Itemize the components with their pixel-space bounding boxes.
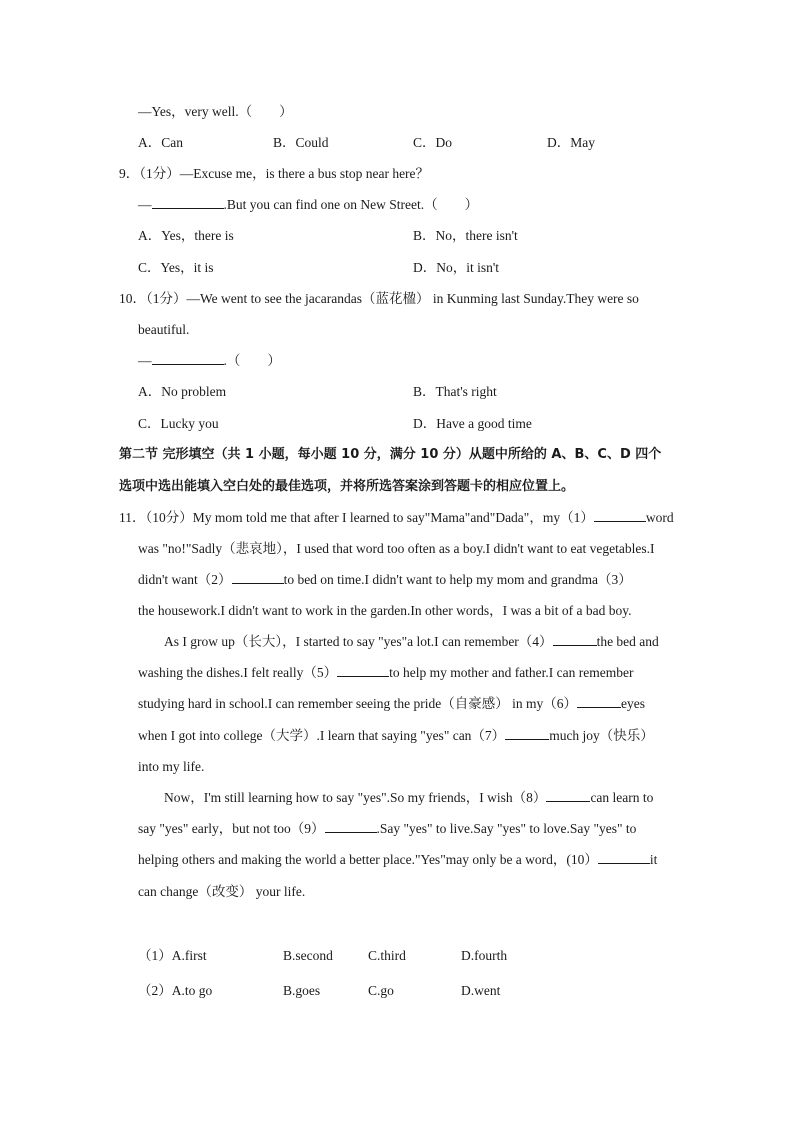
cloze-blank-7 <box>505 727 549 740</box>
passage-text: eyes <box>621 696 646 711</box>
choice-2-b: B.goes <box>283 983 321 998</box>
q9-option-d: D．No，it isn't <box>413 260 500 275</box>
cloze-blank-10 <box>598 851 650 864</box>
passage-text: to help my mother and father.I can remember <box>389 665 634 680</box>
passage-text: can learn to <box>590 790 654 805</box>
q9-blank <box>152 196 224 209</box>
q10-option-d: D．Have a good time <box>413 416 532 431</box>
passage-line-7 <box>138 695 645 713</box>
passage-text: helping others and making the world a better place."Yes"may only be a word，(10） <box>138 852 598 867</box>
choice-2-a: （2）A.to go <box>138 983 213 998</box>
q9-option-b: B．No，there isn't <box>413 228 518 243</box>
passage-text: much joy（快乐） <box>549 728 654 743</box>
q9-answer-suffix: .But you can find one on New Street.（ ） <box>223 197 479 212</box>
choice-1-b: B.second <box>283 948 333 963</box>
q10-blank <box>152 352 224 365</box>
cloze-blank-2 <box>232 571 284 584</box>
cloze-blank-8 <box>546 789 590 802</box>
q10-answer-prefix: — <box>138 353 152 368</box>
passage-text: Now，I'm still learning how to say "yes".So my friends，I wish（8） <box>164 790 547 805</box>
cloze-blank-5 <box>337 664 389 677</box>
passage-line-2: was "no!"Sadly（悲哀地），I used that word too often as a boy.I didn't want to eat vegetables.I <box>138 541 655 556</box>
q9-option-c: C．Yes，it is <box>138 260 214 275</box>
q10-option-a: A．No problem <box>138 384 227 399</box>
passage-text: it <box>649 852 658 867</box>
passage-text: washing the dishes.I felt really（5） <box>138 665 338 680</box>
q10-question-cont: beautiful. <box>138 322 190 337</box>
section-heading-line1: 第二节 完形填空（共 1 小题，每小题 10 分，满分 10 分）从题中所给的 A、B、C、D 四个 <box>119 447 662 462</box>
cloze-blank-9 <box>325 820 377 833</box>
passage-text: when I got into college（大学）.I learn that saying "yes" can（7） <box>138 728 506 743</box>
passage-line-6 <box>138 664 634 682</box>
passage-text: studying hard in school.I can remember seeing the pride（自豪感） in my（6） <box>138 696 578 711</box>
passage-text: to bed on time.I didn't want to help my mom and grandma（3） <box>283 572 632 587</box>
q8-answer-line: —Yes，very well.（ ） <box>138 104 293 119</box>
choice-2-c: C.go <box>368 983 394 998</box>
q10-option-c: C．Lucky you <box>138 416 219 431</box>
q8-option-b: B．Could <box>273 135 329 150</box>
q9-answer-line <box>138 196 478 214</box>
q8-option-a: A．Can <box>138 135 183 150</box>
section-heading-line2: 选项中选出能填入空白处的最佳选项，并将所选答案涂到答题卡的相应位置上。 <box>119 479 575 494</box>
q10-answer-line <box>138 352 281 370</box>
q8-option-c: C．Do <box>413 135 453 150</box>
passage-text: the bed and <box>596 634 659 649</box>
q9-option-a: A．Yes，there is <box>138 228 234 243</box>
passage-line-12 <box>138 851 657 869</box>
choice-1-c: C.third <box>368 948 406 963</box>
passage-text: say "yes" early，but not too（9） <box>138 821 325 836</box>
passage-text: word <box>645 510 674 525</box>
passage-text: .Say "yes" to live.Say "yes" to love.Say "yes" to <box>376 821 637 836</box>
passage-text: 11．（10分）My mom told me that after I learned to say"Mama"and"Dada"，my（1） <box>119 510 594 525</box>
passage-line-9: into my life. <box>138 759 205 774</box>
passage-line-5 <box>164 633 659 651</box>
cloze-blank-1 <box>594 509 646 522</box>
choice-1-a: （1）A.first <box>138 948 207 963</box>
q10-option-b: B．That's right <box>413 384 497 399</box>
cloze-blank-6 <box>577 695 621 708</box>
q8-option-d: D．May <box>547 135 595 150</box>
choice-1-d: D.fourth <box>461 948 508 963</box>
passage-line-13: can change（改变） your life. <box>138 884 306 899</box>
passage-text: As I grow up（长大），I started to say "yes"a lot.I can remember（4） <box>164 634 553 649</box>
passage-line-11 <box>138 820 636 838</box>
choice-2-d: D.went <box>461 983 501 998</box>
passage-line-4: the housework.I didn't want to work in the garden.In other words，I was a bit of a bad boy. <box>138 603 632 618</box>
passage-line-1 <box>119 509 674 527</box>
passage-line-8 <box>138 727 654 745</box>
cloze-blank-4 <box>553 633 597 646</box>
q10-question: 10．（1分）—We went to see the jacarandas（蓝花楹） in Kunming last Sunday.They were so <box>119 291 639 306</box>
passage-line-10 <box>164 789 653 807</box>
q9-answer-prefix: — <box>138 197 152 212</box>
q10-answer-suffix: .（ ） <box>223 353 281 368</box>
q9-question: 9．（1分）—Excuse me，is there a bus stop near here？ <box>119 166 430 181</box>
passage-line-3 <box>138 571 632 589</box>
passage-text: didn't want（2） <box>138 572 232 587</box>
